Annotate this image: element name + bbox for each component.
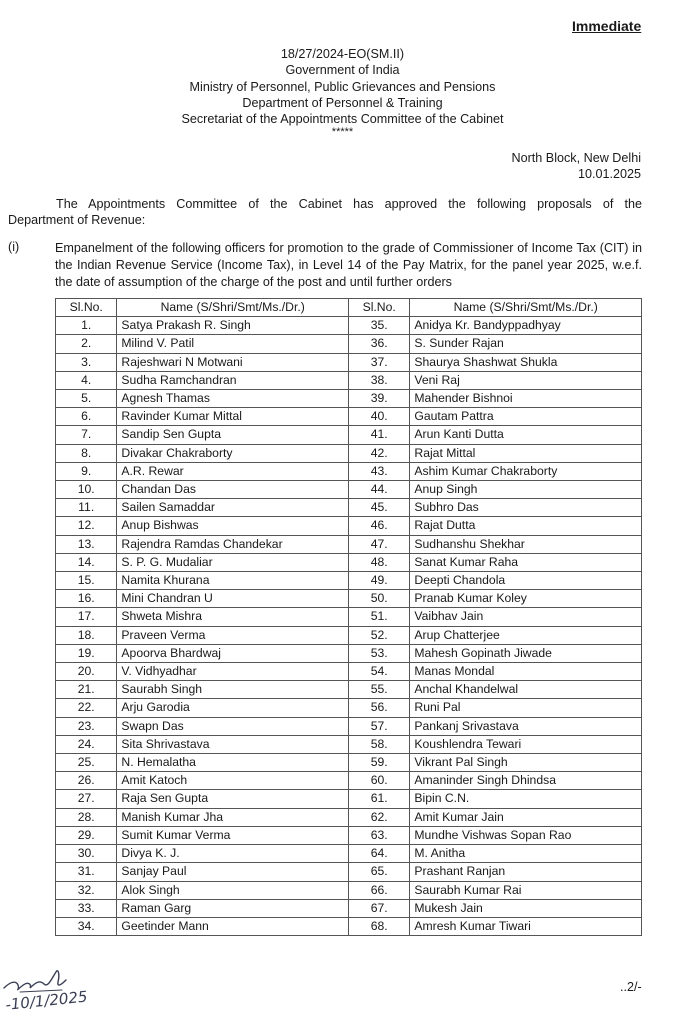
item-marker: (i) bbox=[8, 240, 20, 254]
serial-number-cell: 16. bbox=[56, 590, 117, 608]
table-row bbox=[56, 535, 642, 553]
officer-name-cell: Mundhe Vishwas Sopan Rao bbox=[410, 826, 642, 844]
serial-number-cell: 30. bbox=[56, 845, 117, 863]
officer-name-cell: Mini Chandran U bbox=[117, 590, 349, 608]
officer-name-cell: Rajeshwari N Motwani bbox=[117, 353, 349, 371]
header-ministry: Ministry of Personnel, Public Grievances and Pensions bbox=[189, 79, 496, 94]
table-row bbox=[56, 517, 642, 535]
serial-number-cell: 32. bbox=[56, 881, 117, 899]
serial-number-cell: 33. bbox=[56, 899, 117, 917]
table-row bbox=[56, 772, 642, 790]
table-row bbox=[56, 553, 642, 571]
priority-label: Immediate bbox=[572, 18, 642, 34]
serial-number-cell: 4. bbox=[56, 371, 117, 389]
officer-name-cell: Swapn Das bbox=[117, 717, 349, 735]
serial-number-cell: 67. bbox=[348, 899, 409, 917]
table-row bbox=[56, 353, 642, 371]
officer-name-cell: Veni Raj bbox=[410, 371, 642, 389]
table-row bbox=[56, 426, 642, 444]
serial-number-cell: 34. bbox=[56, 917, 117, 935]
officer-name-cell: Mukesh Jain bbox=[410, 899, 642, 917]
table-row bbox=[56, 626, 642, 644]
serial-number-cell: 37. bbox=[348, 353, 409, 371]
table-row bbox=[56, 681, 642, 699]
officer-name-cell: Sanat Kumar Raha bbox=[410, 553, 642, 571]
serial-number-cell: 18. bbox=[56, 626, 117, 644]
serial-number-cell: 20. bbox=[56, 663, 117, 681]
officer-name-cell: Bipin C.N. bbox=[410, 790, 642, 808]
header-government: Government of India bbox=[285, 63, 400, 78]
table-row bbox=[56, 808, 642, 826]
table-row bbox=[56, 572, 642, 590]
officer-name-cell: Raja Sen Gupta bbox=[117, 790, 349, 808]
table-row bbox=[56, 499, 642, 517]
officer-name-cell: Rajat Mittal bbox=[410, 444, 642, 462]
serial-number-cell: 47. bbox=[348, 535, 409, 553]
serial-number-cell: 29. bbox=[56, 826, 117, 844]
serial-number-cell: 10. bbox=[56, 481, 117, 499]
officer-name-cell: Amit Katoch bbox=[117, 772, 349, 790]
officer-name-cell: Sudhanshu Shekhar bbox=[410, 535, 642, 553]
serial-number-cell: 66. bbox=[348, 881, 409, 899]
serial-number-cell: 51. bbox=[348, 608, 409, 626]
table-row bbox=[56, 863, 642, 881]
officer-name-cell: Sanjay Paul bbox=[117, 863, 349, 881]
officer-name-cell: Anidya Kr. Bandyppadhyay bbox=[410, 317, 642, 335]
officer-name-cell: Rajendra Ramdas Chandekar bbox=[117, 535, 349, 553]
serial-number-cell: 19. bbox=[56, 644, 117, 662]
serial-number-cell: 1. bbox=[56, 317, 117, 335]
serial-number-cell: 56. bbox=[348, 699, 409, 717]
serial-number-cell: 2. bbox=[56, 335, 117, 353]
serial-number-cell: 55. bbox=[348, 681, 409, 699]
handwritten-signature bbox=[0, 958, 90, 1020]
serial-number-cell: 24. bbox=[56, 735, 117, 753]
officer-name-cell: Runi Pal bbox=[410, 699, 642, 717]
officer-name-cell: Sandip Sen Gupta bbox=[117, 426, 349, 444]
serial-number-cell: 25. bbox=[56, 754, 117, 772]
serial-number-cell: 50. bbox=[348, 590, 409, 608]
serial-number-cell: 46. bbox=[348, 517, 409, 535]
serial-number-cell: 8. bbox=[56, 444, 117, 462]
table-row bbox=[56, 608, 642, 626]
officer-name-cell: Subhro Das bbox=[410, 499, 642, 517]
table-row bbox=[56, 826, 642, 844]
table-row bbox=[56, 899, 642, 917]
officer-name-cell: Saurabh Singh bbox=[117, 681, 349, 699]
serial-number-cell: 36. bbox=[348, 335, 409, 353]
serial-number-cell: 59. bbox=[348, 754, 409, 772]
serial-number-cell: 28. bbox=[56, 808, 117, 826]
table-header-row bbox=[56, 299, 642, 317]
officer-name-cell: Agnesh Thamas bbox=[117, 390, 349, 408]
serial-number-cell: 53. bbox=[348, 644, 409, 662]
serial-number-cell: 12. bbox=[56, 517, 117, 535]
officer-name-cell: Vaibhav Jain bbox=[410, 608, 642, 626]
serial-number-cell: 41. bbox=[348, 426, 409, 444]
officer-name-cell: Milind V. Patil bbox=[117, 335, 349, 353]
serial-number-cell: 31. bbox=[56, 863, 117, 881]
intro-line-2: Department of Revenue: bbox=[8, 213, 146, 228]
serial-number-cell: 15. bbox=[56, 572, 117, 590]
table-row bbox=[56, 717, 642, 735]
officer-name-cell: Shweta Mishra bbox=[117, 608, 349, 626]
officer-name-cell: Amresh Kumar Tiwari bbox=[410, 917, 642, 935]
serial-number-cell: 60. bbox=[348, 772, 409, 790]
col-sl-header: Sl.No. bbox=[348, 299, 409, 317]
serial-number-cell: 3. bbox=[56, 353, 117, 371]
officer-name-cell: Pankanj Srivastava bbox=[410, 717, 642, 735]
serial-number-cell: 9. bbox=[56, 462, 117, 480]
officer-name-cell: A.R. Rewar bbox=[117, 462, 349, 480]
officer-name-cell: Mahender Bishnoi bbox=[410, 390, 642, 408]
letterhead bbox=[0, 46, 685, 137]
officer-name-cell: Anchal Khandelwal bbox=[410, 681, 642, 699]
officer-name-cell: Geetinder Mann bbox=[117, 917, 349, 935]
officer-name-cell: Koushlendra Tewari bbox=[410, 735, 642, 753]
officer-name-cell: S. Sunder Rajan bbox=[410, 335, 642, 353]
header-department: Department of Personnel & Training bbox=[242, 95, 443, 110]
officer-name-cell: N. Hemalatha bbox=[117, 754, 349, 772]
serial-number-cell: 52. bbox=[348, 626, 409, 644]
col-sl-header: Sl.No. bbox=[56, 299, 117, 317]
intro-line-1: The Appointments Committee of the Cabinet has approved the following proposals of the bbox=[56, 197, 642, 211]
officer-name-cell: V. Vidhyadhar bbox=[117, 663, 349, 681]
table-row bbox=[56, 481, 642, 499]
officer-name-cell: Mahesh Gopinath Jiwade bbox=[410, 644, 642, 662]
serial-number-cell: 21. bbox=[56, 681, 117, 699]
officer-name-cell: Ashim Kumar Chakraborty bbox=[410, 462, 642, 480]
serial-number-cell: 64. bbox=[348, 845, 409, 863]
serial-number-cell: 5. bbox=[56, 390, 117, 408]
serial-number-cell: 65. bbox=[348, 863, 409, 881]
table-row bbox=[56, 390, 642, 408]
officer-name-cell: Rajat Dutta bbox=[410, 517, 642, 535]
place-and-date bbox=[512, 150, 641, 183]
table-row bbox=[56, 444, 642, 462]
officer-name-cell: Anup Bishwas bbox=[117, 517, 349, 535]
table-row bbox=[56, 881, 642, 899]
officer-name-cell: Prashant Ranjan bbox=[410, 863, 642, 881]
serial-number-cell: 43. bbox=[348, 462, 409, 480]
table-row bbox=[56, 317, 642, 335]
officer-name-cell: Arun Kanti Dutta bbox=[410, 426, 642, 444]
officer-name-cell: Shaurya Shashwat Shukla bbox=[410, 353, 642, 371]
officer-name-cell: Saurabh Kumar Rai bbox=[410, 881, 642, 899]
officer-name-cell: Manish Kumar Jha bbox=[117, 808, 349, 826]
officer-name-cell: Ravinder Kumar Mittal bbox=[117, 408, 349, 426]
header-separator: ***** bbox=[331, 126, 354, 139]
table-row bbox=[56, 644, 642, 662]
officer-name-cell: Raman Garg bbox=[117, 899, 349, 917]
serial-number-cell: 57. bbox=[348, 717, 409, 735]
file-number: 18/27/2024-EO(SM.II) bbox=[280, 47, 405, 61]
serial-number-cell: 39. bbox=[348, 390, 409, 408]
serial-number-cell: 23. bbox=[56, 717, 117, 735]
officer-name-cell: M. Anitha bbox=[410, 845, 642, 863]
officer-name-cell: Manas Mondal bbox=[410, 663, 642, 681]
header-secretariat: Secretariat of the Appointments Committee of the Cabinet bbox=[181, 112, 504, 127]
serial-number-cell: 26. bbox=[56, 772, 117, 790]
officer-name-cell: Namita Khurana bbox=[117, 572, 349, 590]
table-row bbox=[56, 408, 642, 426]
officer-name-cell: Arju Garodia bbox=[117, 699, 349, 717]
officer-name-cell: Chandan Das bbox=[117, 481, 349, 499]
table-row bbox=[56, 754, 642, 772]
table-body bbox=[56, 317, 642, 936]
serial-number-cell: 14. bbox=[56, 553, 117, 571]
serial-number-cell: 40. bbox=[348, 408, 409, 426]
table-row bbox=[56, 335, 642, 353]
serial-number-cell: 62. bbox=[348, 808, 409, 826]
table-row bbox=[56, 663, 642, 681]
officer-name-cell: Sudha Ramchandran bbox=[117, 371, 349, 389]
serial-number-cell: 13. bbox=[56, 535, 117, 553]
officer-name-cell: Gautam Pattra bbox=[410, 408, 642, 426]
officer-name-cell: Anup Singh bbox=[410, 481, 642, 499]
serial-number-cell: 44. bbox=[348, 481, 409, 499]
page-continuation: ..2/- bbox=[620, 980, 642, 994]
serial-number-cell: 6. bbox=[56, 408, 117, 426]
officer-name-cell: Praveen Verma bbox=[117, 626, 349, 644]
intro-paragraph bbox=[8, 196, 642, 229]
serial-number-cell: 49. bbox=[348, 572, 409, 590]
officer-name-cell: Sita Shrivastava bbox=[117, 735, 349, 753]
table-row bbox=[56, 371, 642, 389]
serial-number-cell: 45. bbox=[348, 499, 409, 517]
officer-name-cell: Amaninder Singh Dhindsa bbox=[410, 772, 642, 790]
place: North Block, New Delhi bbox=[511, 151, 641, 165]
item-description: Empanelment of the following officers for promotion to the grade of Commissioner of Income Tax (CIT) in the Indian Revenue Service (Income Tax), in Level 14 of the Pay Matrix, for the panel year 2025, w.e.f. the date of assumption of the charge of the post and until further orders bbox=[55, 241, 642, 289]
officer-name-cell: Arup Chatterjee bbox=[410, 626, 642, 644]
officer-name-cell: Alok Singh bbox=[117, 881, 349, 899]
table-row bbox=[56, 735, 642, 753]
serial-number-cell: 42. bbox=[348, 444, 409, 462]
officer-name-cell: Sailen Samaddar bbox=[117, 499, 349, 517]
date: 10.01.2025 bbox=[577, 167, 641, 182]
col-name-header: Name (S/Shri/Smt/Ms./Dr.) bbox=[117, 299, 349, 317]
officer-name-cell: Sumit Kumar Verma bbox=[117, 826, 349, 844]
table-row bbox=[56, 917, 642, 935]
serial-number-cell: 7. bbox=[56, 426, 117, 444]
table-row bbox=[56, 790, 642, 808]
serial-number-cell: 48. bbox=[348, 553, 409, 571]
table-row bbox=[56, 845, 642, 863]
serial-number-cell: 58. bbox=[348, 735, 409, 753]
officer-name-cell: Deepti Chandola bbox=[410, 572, 642, 590]
svg-text:-10/1/2025: -10/1/2025 bbox=[4, 987, 89, 1014]
officer-name-cell: Pranab Kumar Koley bbox=[410, 590, 642, 608]
officer-name-cell: Vikrant Pal Singh bbox=[410, 754, 642, 772]
serial-number-cell: 68. bbox=[348, 917, 409, 935]
serial-number-cell: 35. bbox=[348, 317, 409, 335]
officers-table bbox=[55, 298, 642, 936]
officer-name-cell: Divya K. J. bbox=[117, 845, 349, 863]
serial-number-cell: 27. bbox=[56, 790, 117, 808]
serial-number-cell: 22. bbox=[56, 699, 117, 717]
officer-name-cell: S. P. G. Mudaliar bbox=[117, 553, 349, 571]
table-row bbox=[56, 462, 642, 480]
officer-name-cell: Divakar Chakraborty bbox=[117, 444, 349, 462]
serial-number-cell: 63. bbox=[348, 826, 409, 844]
serial-number-cell: 38. bbox=[348, 371, 409, 389]
officer-name-cell: Amit Kumar Jain bbox=[410, 808, 642, 826]
officer-name-cell: Satya Prakash R. Singh bbox=[117, 317, 349, 335]
col-name-header: Name (S/Shri/Smt/Ms./Dr.) bbox=[410, 299, 642, 317]
serial-number-cell: 11. bbox=[56, 499, 117, 517]
table-row bbox=[56, 590, 642, 608]
serial-number-cell: 17. bbox=[56, 608, 117, 626]
serial-number-cell: 61. bbox=[348, 790, 409, 808]
table-row bbox=[56, 699, 642, 717]
officer-name-cell: Apoorva Bhardwaj bbox=[117, 644, 349, 662]
serial-number-cell: 54. bbox=[348, 663, 409, 681]
